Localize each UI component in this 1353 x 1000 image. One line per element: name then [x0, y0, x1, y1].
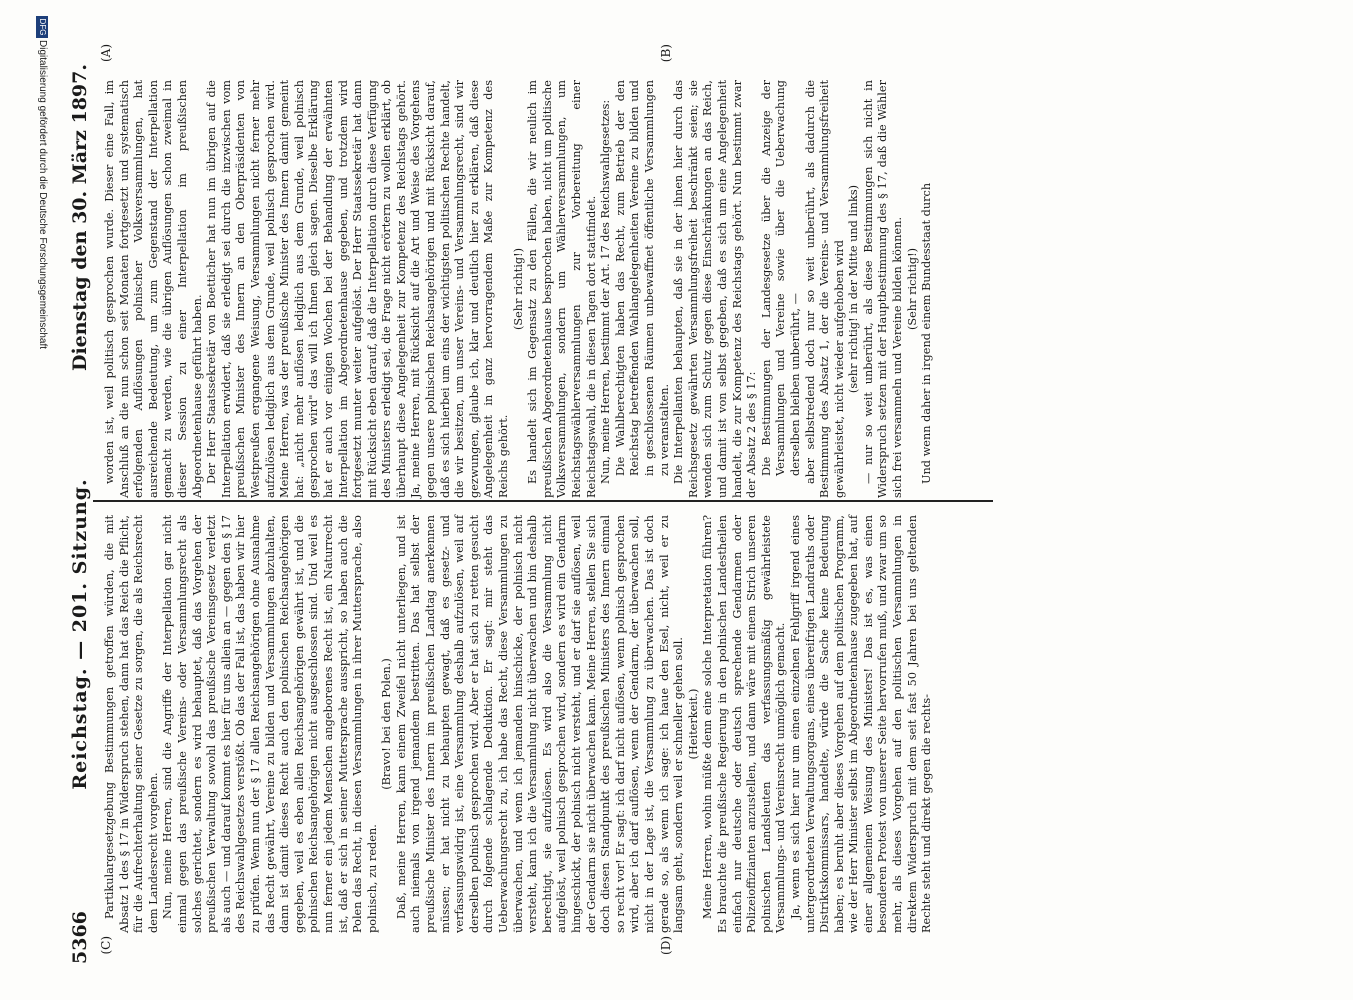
- margin-mark-c: (C): [99, 936, 113, 955]
- paragraph: Daß, meine Herren, kann einem Zweifel nicht unterliegen, und ist auch niemals von irgend jemandem bestritten. Das hat selbst der preußische Minister des Innern im preußischen Landtag anerkennen müssen; er hat nicht zu behaupten gewagt, daß es gesetz- und verfassungswidrig ist, eine Versammlung deshalb aufzulösen, weil auf derselben polnisch gesprochen wird. Aber er hat sich zu retten gesucht durch folgende schlagende Deduktion. Er sagt: mir steht das Ueberwachungsrecht zu, ich habe das Recht, diese Versammlungen zu überwachen, und wenn ich jemanden hinschicke, der polnisch nicht versteht, kann ich die Versammlung nicht überwachen und bin deshalb berechtigt, sie aufzulösen. Es wird also die Versammlung nicht aufgelöst, weil polnisch gesprochen wird, sondern es wird ein Gendarm hingeschickt, der polnisch nicht versteht, und er darf sie auflösen, weil der Gendarm sie nicht überwachen kann. Meine Herren, stellen Sie sich doch diesen Standpunkt des preußischen Ministers des Innern einmal so recht vor! Er sagt: ich darf nicht auflösen, wenn polnisch gesprochen wird, aber ich darf auflösen, wenn der Gendarm, der überwachen soll, nicht in der Lage ist, die Versammlung zu überwachen. Das ist doch gerade so, als wenn ich sage: ich haue den Esel, nicht, weil er zu langsam geht, sondern weil er schneller gehen soll.: [394, 515, 686, 933]
- paragraph: Nun, meine Herren, sind die Angriffe der Interpellation gar nicht einmal gegen das preußische Vereins- oder Versammlungsrecht als solches gerichtet, sondern es wird behauptet, daß das Vorgehen der preußischen Verwaltung sowohl das preußische Vereinsgesetz verletzt als auch — und darauf kommt es hier für uns allein an — gegen den § 17 des Reichswahlgesetzes verstößt. Ob das der Fall ist, das haben wir hier zu prüfen. Wenn nun der § 17 allen Reichsangehörigen ohne Ausnahme das Recht gewährt, Vereine zu bilden und Versammlungen abzuhalten, dann ist damit dieses Recht auch den polnischen Reichsangehörigen gegeben, weil es eben allen Reichsangehörigen gewährt ist, und die polnischen Reichsangehörigen nicht ausgeschlossen sind. Und weil es nun ferner ein jedem Menschen angeborenes Recht ist, ein Naturrecht ist, daß er sich in seiner Muttersprache ausspricht, so haben auch die Polen das Recht, in diesen Versammlungen in ihrer Muttersprache, also polnisch, zu reden.: [161, 515, 379, 933]
- paragraph: Und wenn daher in irgend einem Bundesstaat durch: [920, 182, 934, 484]
- paragraph: (Bravo! bei den Polen.): [380, 658, 394, 790]
- paragraph: (Heiterkeit.): [686, 688, 700, 760]
- page-header: [67, 64, 93, 964]
- text-column-left: [103, 80, 1243, 498]
- text-column-right: [103, 515, 1243, 933]
- paragraph: Meine Herren, wohin müßte denn eine solche Interpretation führen? Es brauchte die preußische Regierung in den polnischen Landestheilen einfach nur deutsche oder deutsch sprechende Gendarmen oder Polizeioffizianten anzustellen, und dann wäre mit einem Strich unseren polnischen Landsleuten das verfassungsmäßig gewährleistete Versammlungs- und Vereinsrecht unmöglich gemacht.: [701, 515, 788, 933]
- paragraph: Ja, wenn es sich hier nur um einen einzelnen Fehlgriff irgend eines untergeordneten Verwaltungsorgans, eines übereifrigen Landraths oder Distriktskommissars, handelte, würde die Sache keine Bedeutung haben; es beruht aber dieses Vorgehen auf dem politischen Programm, wie der Herr Minister selbst im Abgeordnetenhause zugegeben hat, auf einer allgemeinen Weisung des Ministers! Das ist es, was einen besonderen Protest von unserer Seite hervorrufen muß, und zwar um so mehr, als dieses Vorgehen auf den politischen Versammlungen in direktem Widerspruch mit dem seit fast 50 Jahren bei uns geltenden Rechte steht und direkt gegen die rechts-: [788, 515, 934, 933]
- margin-mark-b: (B): [659, 44, 673, 63]
- paragraph: (Sehr richtig!): [905, 247, 919, 331]
- page-title: Reichstag. — 201. Sitzung.: [69, 478, 91, 790]
- paragraph: (Sehr richtig!): [511, 247, 525, 331]
- paragraph: Der Herr Staatssekretär von Boetticher hat nun im übrigen auf die Interpellation erwidert, daß sie erledigt sei durch die inzwischen vom preußischen Minister des Innern an den Oberpräsidenten von Westpreußen ergangene Weisung, Versammlungen nicht ferner mehr aufzulösen lediglich aus dem Grunde, weil polnisch gesprochen wird. Meine Herren, was der preußische Minister des Innern damit gemeint hat: „nicht mehr auflösen lediglich aus dem Grunde, weil polnisch gesprochen wird" das will ich Ihnen gleich sagen. Dieselbe Erklärung hat er auch vor einigen Wochen bei der Behandlung der erwähnten Interpellation im Abgeordnetenhause gegeben, und trotzdem wird fortgesetzt munter weiter aufgelöst. Der Herr Staatssekretär hat dann mit Rücksicht eben darauf, daß die Interpellation durch diese Verfügung des Ministers erledigt sei, die Frage nicht erörtern zu wollen erklärt, ob überhaupt diese Angelegenheit zur Kompetenz des Reichstags gehört. Ja, meine Herren, mit Rücksicht auf die Art und Weise des Vorgehens gegen unsere polnischen Reichsangehörigen und mit Rücksicht darauf, daß es sich hierbei um eins der wichtigsten politischen Rechte handelt, die wir besitzen, um unser Vereins- und Versammlungsrecht, sind wir gezwungen, glaube ich, klar und deutlich hier zu erklären, daß diese Angelegenheit in ganz hervorragendem Maße zur Kompetenz des Reichs gehört.: [205, 80, 511, 498]
- paragraph: Die Bestimmungen der Landesgesetze über die Anzeige der Versammlungen und Vereine sowie über die Ueberwachung derselben bleiben unberührt, —: [759, 80, 802, 476]
- paragraph: aber selbstredend doch nur so weit unberührt, als dadurch die Bestimmung des Absatz 1, der die Vereins- und Versammlungsfreiheit gewährleistet, nicht wieder aufgehoben wird: [803, 80, 846, 498]
- paragraph: Partikulargesetzgebung Bestimmungen getroffen würden, die mit Absatz 1 des § 17 in Widerspruch stehen, dann hat das Reich die Pflicht, für die Aufrechterhaltung seiner Gesetze zu sorgen, die als Reichsrecht dem Landesrecht vorgehen.: [103, 515, 160, 933]
- session-date: Dienstag den 30. März 1897.: [69, 64, 91, 372]
- paragraph: (sehr richtig! in der Mitte und links): [847, 184, 861, 394]
- paragraph: Es handelt sich im Gegensatz zu den Fällen, die wir neulich im preußischen Abgeordnetenhause besprochen haben, nicht um politische Volksversammlungen, sondern um Wählerversammlungen, um Reichstagswählerversammlungen zur Vorbereitung einer Reichstagswahl, die in diesen Tagen dort stattfindet.: [526, 80, 598, 498]
- paragraph: worden ist, weil politisch gesprochen wurde. Dieser eine Fall, im Anschluß an die nun schon seit Monaten fortgesetzt und systematisch erfolgenden Auflösungen polnischer Volksversammlungen, hat ausreichende Bedeutung, um zum Gegenstand der Interpellation gemacht zu werden, wie die übrigen Auflösungen schon zweimal in dieser Session zu einer Interpellation im preußischen Abgeordnetenhause geführt haben.: [103, 80, 204, 498]
- page-number: 5366: [69, 911, 91, 964]
- column-divider: [93, 500, 993, 502]
- paragraph: Nun, meine Herren, bestimmt der Art. 17 des Reichswahlgesetzes:: [599, 99, 613, 484]
- digitization-credit: Digitalisierung gefördert durch die Deutsche Forschungsgemeinschaft: [37, 40, 48, 350]
- margin-mark-a: (A): [99, 44, 113, 63]
- margin-mark-d: (D): [659, 936, 673, 955]
- paragraph: Die Wahlberechtigten haben das Recht, zum Betrieb der den Reichstag betreffenden Wahlangelegenheiten Vereine zu bilden und in geschlossenen Räumen unbewaffnet öffentliche Versammlungen zu veranstalten.: [613, 80, 671, 476]
- paragraph: Die Interpellanten behaupten, daß sie in der ihnen hier durch das Reichsgesetz gewährten Versammlungsfreiheit beschränkt seien; sie wenden sich zum Schutz gegen diese Einschränkungen an das Reich, und damit ist von selbst gegeben, daß es sich um eine Angelegenheit handelt, die zur Kompetenz des Reichstags gehört. Nun bestimmt zwar der Absatz 2 des § 17:: [672, 80, 759, 498]
- dfg-logo: DFG: [36, 16, 48, 38]
- paragraph: — nur so weit unberührt, als diese Bestimmungen sich nicht in Widerspruch setzen mit der Hauptbestimmung des § 17, daß die Wähler sich frei versammeln und Vereine bilden können.: [861, 80, 905, 498]
